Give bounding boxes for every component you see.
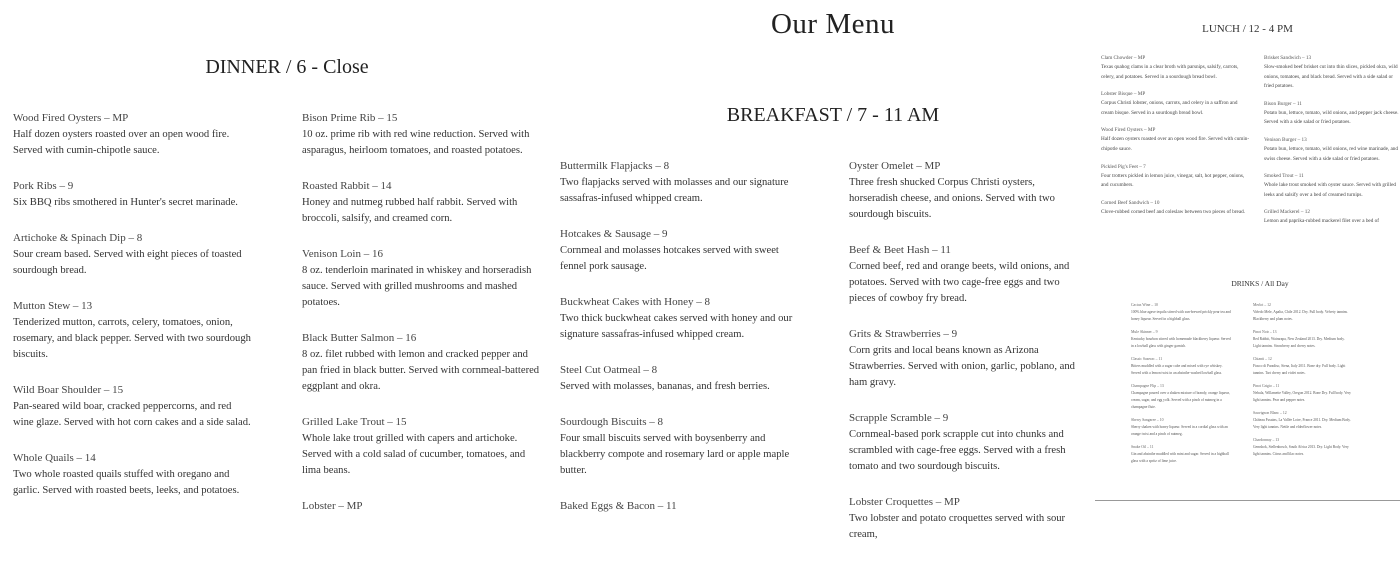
menu-item-description: Whole lake trout smoked with oyster sauce. Served with grilled leeks and salsify over a bed of creamed turnips.: [1264, 182, 1396, 198]
menu-item-name: Merlot – 12: [1253, 303, 1271, 307]
lunch-column-2: [1264, 54, 1400, 235]
drinks-column-1: [1131, 302, 1231, 471]
menu-item-name: Sherry Sangaree – 10: [1131, 418, 1164, 422]
menu-item-name: Smoked Trout – 11: [1264, 173, 1304, 180]
menu-item: [1253, 410, 1353, 431]
breakfast-column-2: [849, 158, 1081, 562]
menu-item-description: Viñedo Mele, Apalta, Chile 2012. Dry. Full body. Velvety tannins. Blackberry and plum notes.: [1253, 310, 1348, 321]
menu-item-description: Honey and nutmeg rubbed half rabbit. Served with broccoli, salsify, and creamed corn.: [302, 197, 518, 224]
menu-item: [1131, 417, 1231, 438]
menu-item-name: Venison Loin – 16: [302, 248, 383, 260]
drinks-column-2: [1253, 302, 1353, 464]
menu-item-description: Tenderized mutton, carrots, celery, tomatoes, onion, rosemary, and black pepper. Served with two sourdough biscuits.: [13, 317, 251, 360]
menu-item-name: Steel Cut Oatmeal – 8: [560, 364, 658, 376]
menu-item-name: Buttermilk Flapjacks – 8: [560, 160, 670, 172]
menu-item-name: Pinot Noir – 13: [1253, 330, 1277, 334]
menu-item-name: Lobster Croquettes – MP: [849, 496, 960, 508]
menu-item: [1264, 172, 1400, 200]
menu-item: [1253, 437, 1353, 458]
menu-item-description: Gemsbok, Stellenbosch, South Africa 2013. Dry. Light Body. Very light tannins. Citrus and lilac notes.: [1253, 445, 1349, 456]
dinner-column-1: [13, 110, 251, 518]
menu-item-description: Sour cream based. Served with eight pieces of toasted sourdough bread.: [13, 249, 242, 276]
menu-item: [1101, 163, 1251, 191]
menu-item-name: Classic Sazerac – 11: [1131, 357, 1163, 361]
lunch-heading: LUNCH / 12 - 4 PM: [1202, 23, 1293, 35]
menu-item-description: Two flapjacks served with molasses and our signature sassafras-infused whipped cream.: [560, 177, 789, 204]
menu-item-description: Two whole roasted quails stuffed with oregano and garlic. Served with roasted beets, leeks, and potatoes.: [13, 469, 240, 496]
menu-item-name: Snake Oil – 11: [1131, 445, 1154, 449]
menu-item-description: Six BBQ ribs smothered in Hunter's secret marinade.: [13, 197, 238, 208]
menu-item: [302, 498, 540, 515]
menu-item-name: Roasted Rabbit – 14: [302, 180, 392, 192]
menu-item-description: Pan-seared wild boar, cracked peppercorns, and red wine glaze. Served with hot corn cakes and a side salad.: [13, 401, 251, 428]
menu-item-description: Bitters muddled with a sugar cube and mixed with rye whiskey. Served with a lemon twist in an absinthe-washed lowball glass.: [1131, 364, 1223, 375]
menu-item-description: 100% blue agave tequila stirred with sun-brewed prickly pear tea and honey liqueur. Served in a highball glass.: [1131, 310, 1231, 321]
menu-item: [302, 414, 540, 479]
menu-item-name: Pickled Pig's Feet – 7: [1101, 163, 1146, 170]
menu-item-description: Corned beef, red and orange beets, wild onions, and potatoes. Served with two cage-free eggs and two pieces of cowboy fry bread.: [849, 261, 1070, 304]
menu-item-name: Buckwheat Cakes with Honey – 8: [560, 296, 710, 308]
menu-item: [849, 242, 1081, 307]
menu-item: [302, 178, 540, 227]
menu-item-name: Sauvignon Blanc – 12: [1253, 411, 1287, 415]
menu-item-description: Three fresh shucked Corpus Christi oysters, horseradish cheese, and onions. Served with two sourdough biscuits.: [849, 177, 1055, 220]
menu-item: [1131, 302, 1231, 323]
menu-item: [13, 110, 251, 159]
menu-item-name: Wood Fired Oysters – MP: [13, 112, 129, 124]
menu-item-name: Hotcakes & Sausage – 9: [560, 228, 668, 240]
menu-item: [13, 382, 251, 431]
menu-item: [1253, 302, 1353, 323]
menu-item-name: Artichoke & Spinach Dip – 8: [13, 232, 143, 244]
menu-item-name: Pork Ribs – 9: [13, 180, 74, 192]
menu-item: [849, 158, 1081, 223]
menu-item: [560, 158, 800, 207]
breakfast-heading: BREAKFAST / 7 - 11 AM: [726, 104, 940, 126]
menu-item-description: Potato bun, lettuce, tomato, wild onions, and pepper jack cheese. Served with a side salad or fried potatoes.: [1264, 109, 1399, 126]
menu-item-name: Cactus Wine – 10: [1131, 303, 1158, 307]
menu-item-name: Bison Burger – 11: [1264, 100, 1302, 107]
menu-item-description: Sherry shaken with honey liqueur. Served in a cordial glass with an orange twist and a pinch of nutmeg.: [1131, 425, 1228, 436]
menu-item: [560, 294, 800, 343]
menu-item-description: Lemon and paprika-rubbed mackerel filet over a bed of: [1264, 218, 1379, 225]
menu-item: [560, 414, 800, 479]
menu-item: [1253, 356, 1353, 377]
menu-item-name: Sourdough Biscuits – 8: [560, 416, 663, 428]
menu-item: [1101, 90, 1251, 118]
menu-item-description: Whole lake trout grilled with capers and artichoke. Served with a cold salad of cucumber, tomatoes, and lima beans.: [302, 433, 526, 476]
menu-item-description: Two thick buckwheat cakes served with honey and our signature sassafras-infused whipped cream.: [560, 313, 793, 340]
menu-item-name: Black Butter Salmon – 16: [302, 332, 417, 344]
menu-item-name: Grits & Strawberries – 9: [849, 328, 958, 340]
menu-item: [849, 410, 1081, 475]
menu-item: [302, 330, 540, 395]
menu-item: [1131, 444, 1231, 465]
dinner-column-2: [302, 110, 540, 534]
menu-item-name: Clam Chowder – MP: [1101, 55, 1146, 61]
menu-item: [1264, 208, 1400, 227]
menu-item: [560, 226, 800, 275]
menu-item-name: Lobster Bisque – MP: [1101, 91, 1146, 98]
menu-item-name: Baked Eggs & Bacon – 11: [560, 500, 677, 512]
menu-item: [1101, 54, 1251, 82]
menu-item-name: Oyster Omelet – MP: [849, 160, 941, 172]
menu-item-description: Cornmeal and molasses hotcakes served with sweet fennel pork sausage.: [560, 245, 779, 272]
menu-item: [1131, 383, 1231, 411]
menu-item-description: Potato bun, lettuce, tomato, wild onions, red wine marinade, and swiss cheese. Served with a side salad or fried potatoes.: [1264, 145, 1398, 162]
menu-item: [1101, 199, 1251, 218]
menu-item-description: Champagne poured over a shaken mixture of brandy, orange liqueur, cream, sugar, and egg yolk. Served with a pinch of nutmeg in a champagne flute.: [1131, 391, 1230, 409]
menu-item-name: Mutton Stew – 13: [13, 300, 93, 312]
menu-item-description: Corn grits and local beans known as Arizona Strawberries. Served with onion, garlic, poblano, and ham gravy.: [849, 345, 1075, 388]
page-title: Our Menu: [770, 8, 895, 40]
menu-item-name: Corned Beef Sandwich – 10: [1101, 199, 1160, 206]
menu-item-name: Wild Boar Shoulder – 15: [13, 384, 124, 396]
menu-item-name: Bison Prime Rib – 15: [302, 112, 398, 124]
menu-item: [1264, 54, 1400, 92]
menu-item-description: Four trotters pickled in lemon juice, vinegar, salt, hot pepper, onions, and cucumbers.: [1101, 172, 1245, 189]
menu-item-name: Champagne Flip – 13: [1131, 384, 1164, 388]
menu-item-name: Mule Skinner – 9: [1131, 330, 1158, 334]
menu-item: [560, 498, 800, 515]
menu-item-description: Corpus Christi lobster, onions, carrots, and celery in a saffron and cream bisque. Served in a sourdough bread bowl.: [1101, 100, 1238, 116]
menu-item-description: Fiasco di Paradiso, Siena, Italy 2011. Bone dry. Full body. Light tannins. Tart cherry and violet notes.: [1253, 364, 1346, 375]
menu-item-description: Half dozen oysters roasted over an open wood fire. Served with cumin-chipotle sauce.: [1101, 136, 1250, 152]
dinner-heading: DINNER / 6 - Close: [205, 56, 369, 78]
menu-item: [1253, 383, 1353, 404]
menu-item-description: Clove-rubbed corned beef and coleslaw between two pieces of bread.: [1101, 208, 1246, 215]
drinks-heading: DRINKS / All Day: [1231, 279, 1289, 288]
menu-item: [1101, 126, 1251, 154]
menu-item-description: 8 oz. filet rubbed with lemon and cracked pepper and pan fried in black butter. Served with cornmeal-battered eggplant and okra.: [302, 349, 540, 392]
menu-item: [1264, 100, 1400, 128]
menu-item-description: Gin and absinthe muddled with mint and sugar. Served in a highball glass with a spritz of lime juice.: [1131, 452, 1229, 463]
menu-item-name: Wood Fired Oysters – MP: [1101, 127, 1156, 134]
menu-item: [13, 450, 251, 499]
menu-item: [1264, 136, 1400, 164]
menu-item-name: Chianti – 12: [1253, 357, 1272, 361]
menu-item-name: Lobster – MP: [302, 500, 363, 512]
menu-item-name: Scrapple Scramble – 9: [849, 412, 949, 424]
menu-item: [1253, 329, 1353, 350]
menu-item: [13, 230, 251, 279]
menu-item-description: 8 oz. tenderloin marinated in whiskey and horseradish sauce. Served with grilled mushrooms and mashed potatoes.: [302, 265, 532, 308]
breakfast-column-1: [560, 158, 800, 534]
menu-item-name: Grilled Mackerel – 12: [1264, 209, 1310, 216]
menu-item-description: Nebula, Willamette Valley, Oregon 2012. Bone Dry. Full body. Very light tannins. Pear and pepper notes.: [1253, 391, 1351, 402]
menu-item: [849, 494, 1081, 543]
menu-item: [560, 362, 800, 395]
menu-item-description: Château Fusains, La Vallée Loire, France 2011. Dry. Medium Body. Very light tannins. Nettle and elderflower notes.: [1253, 418, 1351, 429]
menu-item: [1131, 329, 1231, 350]
menu-item: [302, 246, 540, 311]
menu-item-description: Slow-smoked beef brisket cut into thin slices, pickled okra, wild onions, tomatoes, and black bread. Served with a side salad or fried potatoes.: [1264, 64, 1398, 90]
menu-item-description: 10 oz. prime rib with red wine reduction. Served with asparagus, heirloom tomatoes, and roasted potatoes.: [302, 129, 530, 156]
menu-item: [13, 298, 251, 363]
menu-item-name: Venison Burger – 13: [1264, 136, 1307, 143]
menu-item-description: Cornmeal-based pork scrapple cut into chunks and scrambled with cage-free eggs. Served with a fresh tomato and two sourdough biscuits.: [849, 429, 1066, 472]
lunch-column-1: [1101, 54, 1251, 225]
lunch-panel: [1095, 0, 1400, 248]
menu-item: [1131, 356, 1231, 377]
menu-item-description: Half dozen oysters roasted over an open wood fire. Served with cumin-chipotle sauce.: [13, 129, 230, 156]
menu-item-name: Whole Quails – 14: [13, 452, 96, 464]
menu-item-description: Red Rabbit, Wairarapa, New Zealand 2013. Dry. Medium body. Light tannins. Strawberry and cherry notes.: [1253, 337, 1345, 348]
menu-item: [13, 178, 251, 211]
menu-item-description: Four small biscuits served with boysenberry and blackberry compote and rosemary lard or apple maple butter.: [560, 433, 790, 476]
menu-item-name: Chardonnay – 13: [1253, 438, 1280, 442]
menu-item-name: Pinot Grigio – 11: [1253, 384, 1280, 388]
menu-item-description: Two lobster and potato croquettes served with sour cream,: [849, 513, 1066, 540]
menu-item: [302, 110, 540, 159]
menu-item-name: Grilled Lake Trout – 15: [302, 416, 407, 428]
menu-item-description: Texas quahog clams in a clear broth with parsnips, salsify, carrots, celery, and potatoes. Served in a sourdough bread bowl.: [1101, 64, 1239, 80]
menu-item: [849, 326, 1081, 391]
menu-item-name: Beef & Beet Hash – 11: [849, 244, 951, 256]
drinks-panel: [1095, 258, 1400, 501]
menu-item-description: Kentucky bourbon stirred with homemade blackberry liqueur. Served in a lowball glass with ginger garnish.: [1131, 337, 1231, 348]
menu-item-description: Served with molasses, bananas, and fresh berries.: [560, 381, 770, 392]
menu-item-name: Brisket Sandwich – 13: [1264, 55, 1312, 61]
